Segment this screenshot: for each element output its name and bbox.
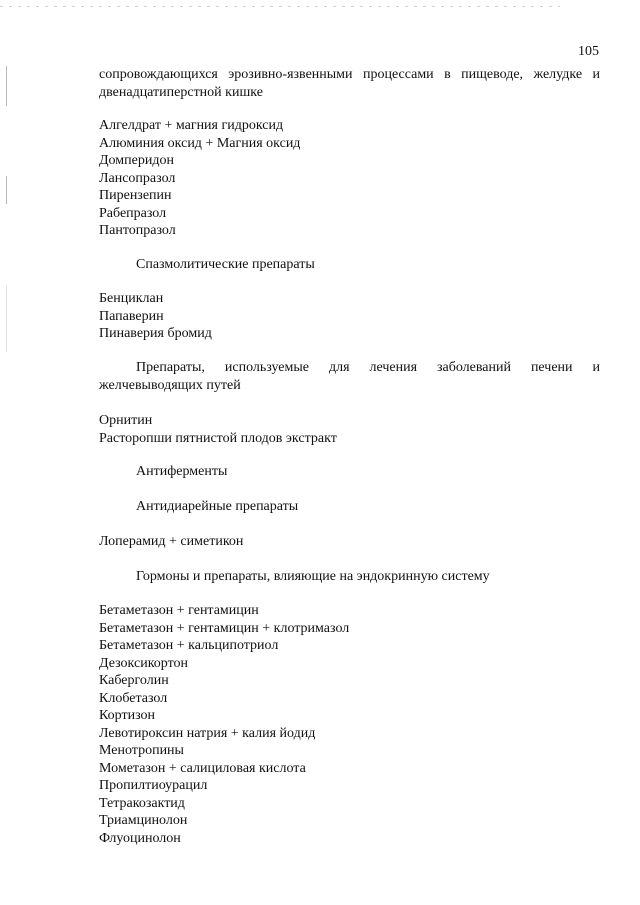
- section-heading: Антидиарейные препараты: [136, 499, 299, 514]
- drug-list-item: Расторопши пятнистой плодов экстракт: [99, 430, 337, 446]
- drug-list-item: Клобетазол: [99, 690, 168, 706]
- drug-list-item: Алгелдрат + магния гидроксид: [99, 118, 284, 133]
- drug-list-item: Домперидон: [99, 153, 174, 168]
- drug-list-item: Мометазон + салициловая кислота: [99, 760, 306, 776]
- drug-list-item: Триамцинолон: [99, 813, 188, 828]
- drug-list-item: Рабепразол: [99, 205, 167, 221]
- scan-left-mark: [6, 66, 7, 106]
- drug-list-item: Бетаметазон + гентамицин + клотримазол: [99, 620, 350, 636]
- section-heading: Спазмолитические препараты: [136, 257, 315, 272]
- drug-list-item: Пирензепин: [99, 188, 172, 203]
- scan-left-mark: [6, 286, 7, 352]
- intro-paragraph: сопровождающихся эрозивно-язвенными процессами в пищеводе, желудке и двенадцатиперстной кишке: [99, 67, 600, 100]
- drug-list-item: Кортизон: [99, 708, 156, 723]
- drug-list-item: Дезоксикортон: [99, 655, 189, 671]
- section-heading: Гормоны и препараты, влияющие на эндокринную систему: [136, 569, 490, 584]
- drug-list-item: Пропилтиоурацил: [99, 778, 208, 793]
- drug-list-item: Лансопразол: [99, 170, 176, 186]
- section-heading: Препараты, используемые для лечения заболеваний печени и желчевыводящих путей: [99, 360, 600, 393]
- drug-list-item: Лоперамид + симетикон: [99, 534, 244, 549]
- drug-list-item: Орнитин: [99, 413, 153, 428]
- drug-list-item: Менотропины: [99, 743, 184, 758]
- drug-list-item: Бенциклан: [99, 291, 164, 306]
- drug-list-item: Тетракозактид: [99, 795, 185, 811]
- section-heading: Антиферменты: [136, 464, 228, 479]
- drug-list-item: Пантопразол: [99, 223, 176, 238]
- page-number: 105: [578, 44, 599, 59]
- drug-list-item: Бетаметазон + гентамицин: [99, 603, 259, 618]
- scan-left-mark: [6, 176, 7, 204]
- drug-list-item: Левотироксин натрия + калия йодид: [99, 725, 316, 741]
- drug-list-item: Алюминия оксид + Магния оксид: [99, 135, 301, 151]
- drug-list-item: Каберголин: [99, 673, 169, 688]
- drug-list-item: Папаверин: [99, 308, 164, 324]
- drug-list-item: Пинаверия бромид: [99, 326, 212, 341]
- drug-list-item: Флуоцинолон: [99, 830, 181, 846]
- drug-list-item: Бетаметазон + кальципотриол: [99, 638, 279, 653]
- scan-top-edge: [0, 6, 560, 7]
